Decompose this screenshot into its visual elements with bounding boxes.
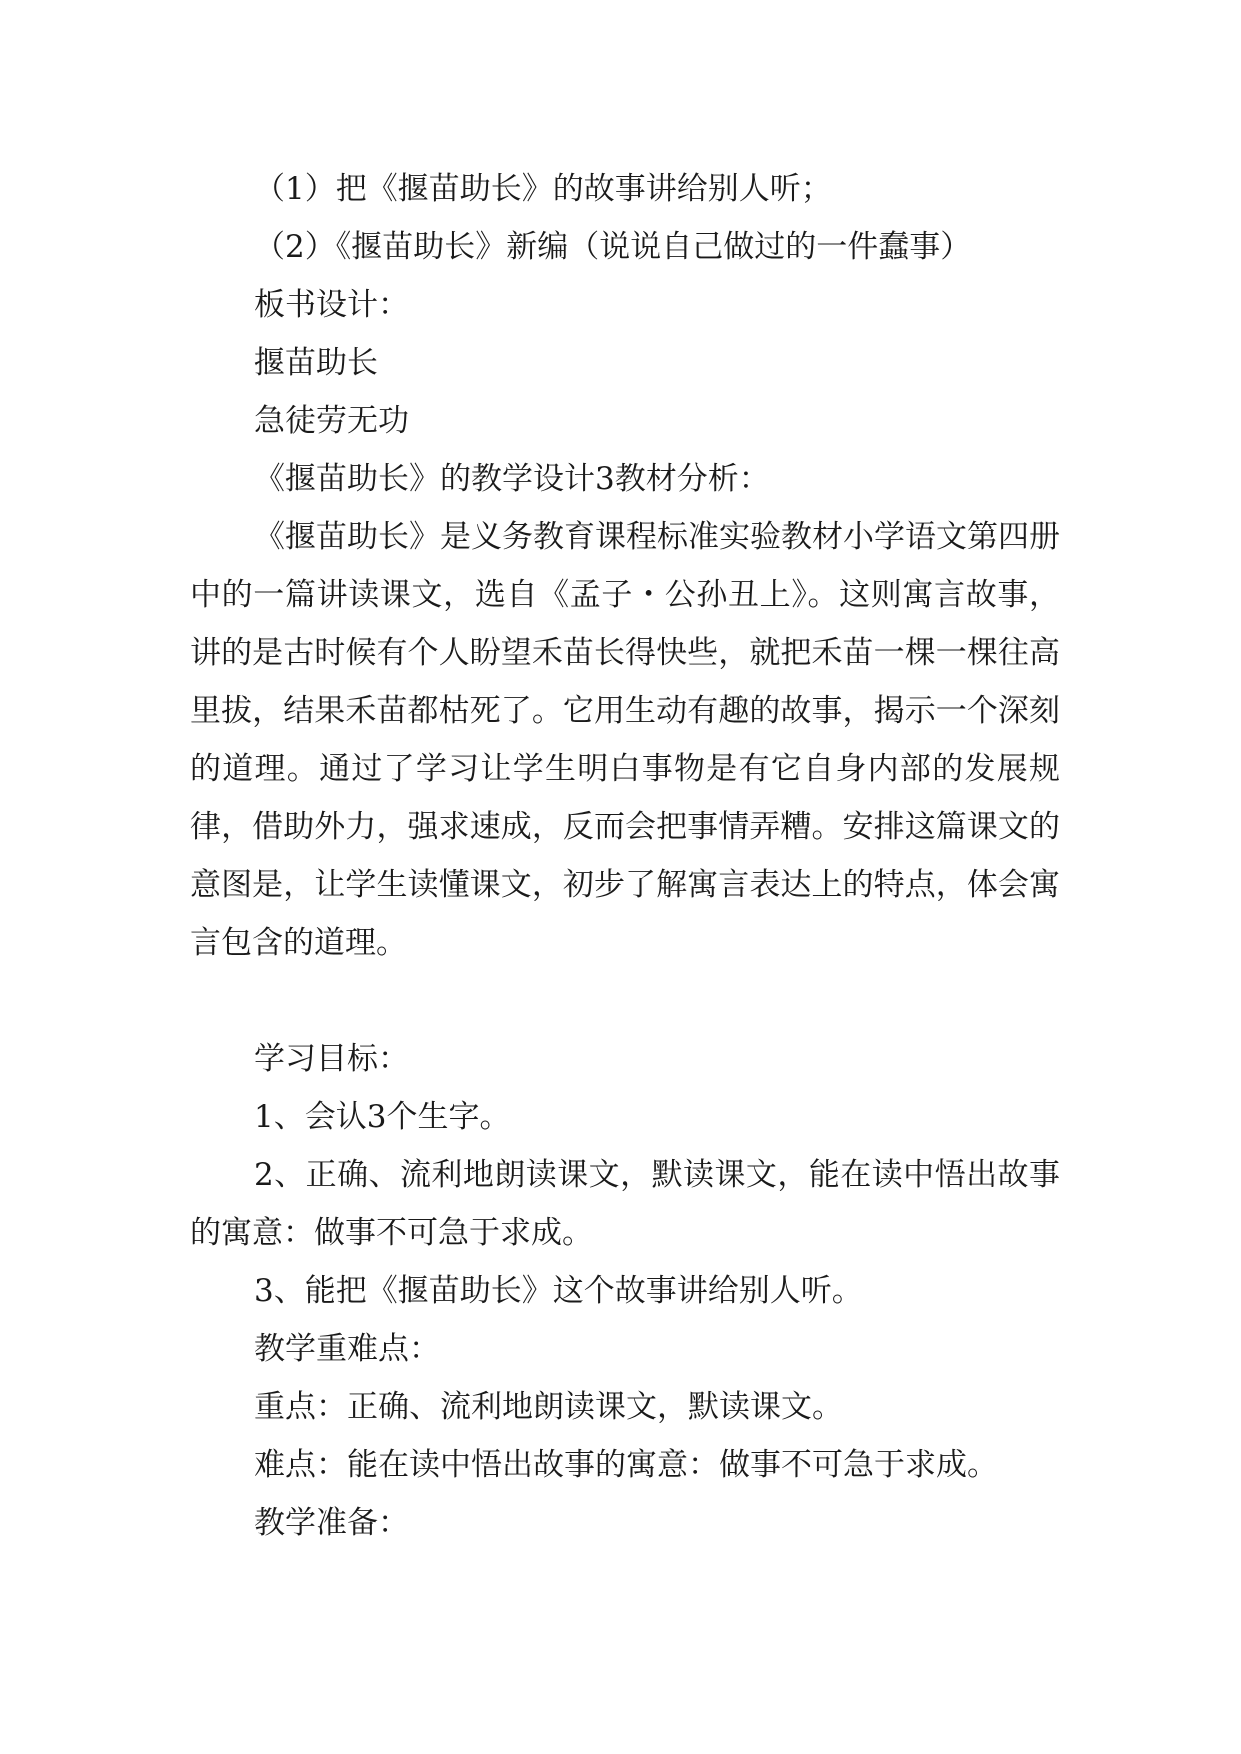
paragraph-spacer <box>190 972 1060 1030</box>
document-page <box>190 160 1060 1552</box>
learning-goal-3: 3、能把《揠苗助长》这个故事讲给别人听。 <box>254 1273 863 1309</box>
learning-goal-1: 1、会认3个生字。 <box>254 1099 511 1135</box>
section-heading-key-points: 教学重难点： <box>254 1331 440 1367</box>
key-point: 重点：正确、流利地朗读课文，默读课文。 <box>254 1389 843 1425</box>
board-line-title: 揠苗助长 <box>254 345 378 381</box>
material-analysis-paragraph: 《揠苗助长》是义务教育课程标准实验教材小学语文第四册中的一篇讲读课文，选自《孟子・公孙丑上》。这则寓言故事，讲的是古时候有个人盼望禾苗长得快些，就把禾苗一棵一棵往高里拔，结果禾苗都枯死了。它用生动有趣的故事，揭示一个深刻的道理。通过了学习让学生明白事物是有它自身内部的发展规律，借助外力，强求速成，反而会把事情弄糟。安排这篇课文的意图是，让学生读懂课文，初步了解寓言表达上的特点，体会寓言包含的道理。 <box>190 519 1060 961</box>
difficult-point: 难点：能在读中悟出故事的寓意：做事不可急于求成。 <box>254 1447 998 1483</box>
learning-goal-2: 2、正确、流利地朗读课文，默读课文，能在读中悟出故事的寓意：做事不可急于求成。 <box>190 1157 1060 1251</box>
activity-item-1: （1）把《揠苗助长》的故事讲给别人听； <box>254 171 832 207</box>
section-heading-preparation: 教学准备： <box>254 1505 409 1541</box>
section-heading-material-analysis: 《揠苗助长》的教学设计3教材分析： <box>254 461 770 497</box>
section-heading-learning-goals: 学习目标： <box>254 1041 409 1077</box>
board-line-moral: 急徒劳无功 <box>254 403 409 439</box>
section-heading-board-design: 板书设计： <box>254 287 409 323</box>
activity-item-2: （2）《揠苗助长》新编（说说自己做过的一件蠢事） <box>254 229 972 265</box>
